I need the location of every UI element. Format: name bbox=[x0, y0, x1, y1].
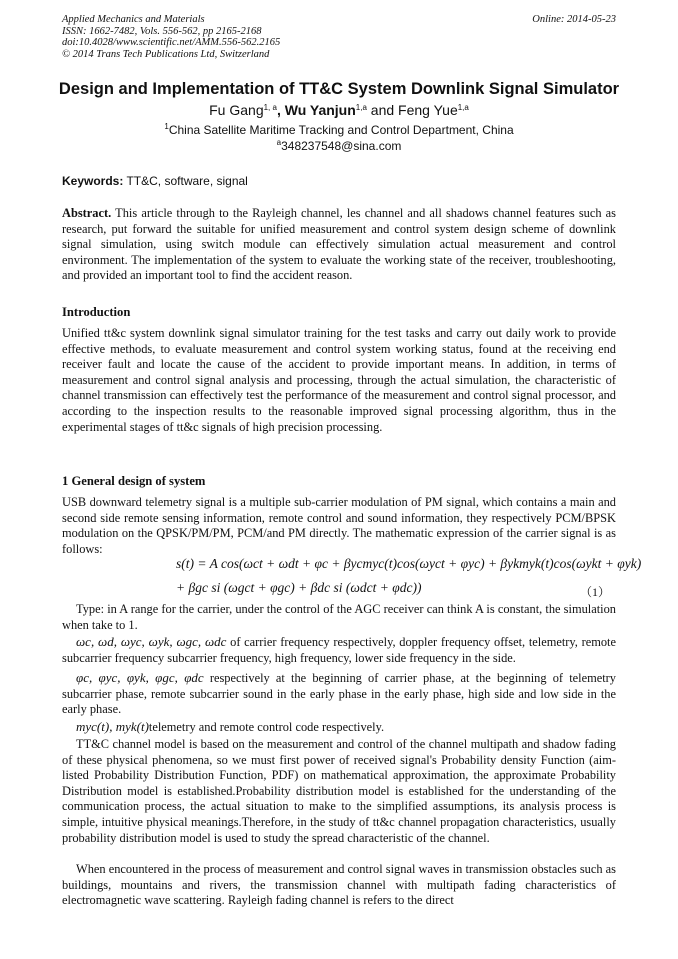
omega-symbols: ωc, ωd, ωyc, ωyk, ωgc, ωdc bbox=[76, 634, 227, 649]
keywords bbox=[62, 174, 616, 188]
journal-name: Applied Mechanics and Materials bbox=[62, 14, 205, 25]
introduction-text: Unified tt&c system downlink signal simulator training for the test tasks and carry out daily work to provide effective methods, to evaluate measurement and control system working status, found at the receiving end receiver fault and locate the cause of the accident to provide important means. In addition, in terms of measurement and control signal analysis and processing, through the actual simulation, the characteristic of channel transmission can effectively test the performance of the measurement and control signal processor, and according to the inspection results to the reasonable improved signal processing algorithm, thus in the experimental stages of tt&c signals of high precision processing. bbox=[62, 326, 616, 434]
section1-paragraph-3 bbox=[62, 634, 616, 666]
journal-header bbox=[62, 14, 616, 60]
author-email bbox=[40, 139, 638, 153]
equation-line-2: + βgc si (ωgct + φgc) + βdc si (ωdct + φdc)) bbox=[176, 580, 422, 595]
author-line bbox=[40, 102, 638, 118]
m-symbols: myc(t), myk(t) bbox=[76, 719, 149, 734]
email-sup: a bbox=[276, 138, 282, 147]
affiliation bbox=[40, 123, 638, 137]
author-sup: 1,a bbox=[355, 103, 367, 112]
online-date: Online: 2014-05-23 bbox=[532, 14, 616, 25]
author-name: and Feng Yue bbox=[366, 102, 458, 118]
section1-paragraph-1: USB downward telemetry signal is a multiple sub-carrier modulation of PM signal, which contains a main and second side remote sensing information, remote control and sound information, they respectively PCM/BPSK modulation on the QPSK/PM/PM, PCM/and PM directly. The mathematic expression of the carrier signal is as follows: bbox=[62, 495, 616, 556]
section1-heading: 1 General design of system bbox=[62, 474, 206, 488]
issn-line: ISSN: 1662-7482, Vols. 556-562, pp 2165-2168 bbox=[62, 25, 262, 37]
section1-paragraph-6: TT&C channel model is based on the measurement and control of the channel multipath and shadow fading of these physical phenomena, so we must first power of received signal's Probability density Function (aim-listed Probability Distribution Function, PDF) on mathematical approximation, the approximate Probability Distribution model is established.Probability distribution model is established for the understanding of the communication process, the actual situation to make to the simplified assumptions, its analysis process is simple, intuitive physical meanings.Therefore, in the study of tt&c channel propagation characteristics, usually probability distribution model is used to study the spread characteristic of the channel. bbox=[62, 737, 616, 845]
email-text: 348237548@sina.com bbox=[281, 139, 402, 153]
doi-line: doi:10.4028/www.scientific.net/AMM.556-562.2165 bbox=[62, 37, 281, 48]
abstract-label: Abstract. bbox=[62, 206, 112, 220]
section1-paragraph-4 bbox=[62, 670, 616, 718]
copyright-line: © 2014 Trans Tech Publications Ltd, Switzerland bbox=[62, 48, 270, 60]
affiliation-sup: 1 bbox=[164, 122, 169, 131]
author-sup: 1, a bbox=[263, 103, 277, 112]
abstract bbox=[62, 206, 616, 284]
section1-paragraph-7: When encountered in the process of measurement and control signal waves in transmission obstacles such as buildings, mountains and rivers, the transmission channel with multipath fading characteristics of electromagnetic wave scattering. Rayleigh fading channel is refers to the direct bbox=[62, 862, 616, 908]
section1-paragraph-2: Type: in A range for the carrier, under the control of the AGC receiver can think A is constant, the simulation when take to 1. bbox=[62, 602, 616, 632]
author-name: , Wu Yanjun bbox=[276, 102, 356, 118]
equation-number: （1） bbox=[579, 585, 610, 599]
equation-line-1: s(t) = A cos(ωct + ωdt + φc + βycmyc(t)cos(ωyct + φyc) + βykmyk(t)cos(ωykt + φyk) bbox=[176, 556, 642, 571]
author-name: Fu Gang bbox=[209, 102, 264, 118]
paper-title: Design and Implementation of TT&C System Downlink Signal Simulator bbox=[58, 80, 620, 98]
keywords-text: TT&C, software, signal bbox=[123, 174, 248, 188]
abstract-text: This article through to the Rayleigh channel, les channel and all shadows channel features such as research, put forward the suitable for unified measurement and control system design scheme of downlink signal simulation, using switch module can effectively simulation actual measurement and control environment. The implementation of the system to evaluate the working state of the receiver, troubleshooting, and provided an important tool to find the accident reason. bbox=[62, 206, 616, 283]
omega-description: of carrier frequency respectively, doppler frequency offset, telemetry, remote subcarrier frequency subcarrier frequency, high frequency, lower side frequency in the side. bbox=[62, 635, 617, 665]
introduction-heading: Introduction bbox=[62, 305, 131, 319]
author-sup: 1,a bbox=[457, 103, 469, 112]
phi-symbols: φc, φyc, φyk, φgc, φdc bbox=[76, 670, 204, 685]
affiliation-text: China Satellite Maritime Tracking and Control Department, China bbox=[168, 123, 514, 137]
phi-description: respectively at the beginning of carrier phase, at the beginning of telemetry subcarrier phase, remote subcarrier sound in the early phase in the early phase, high side and low side in the early phase. bbox=[62, 671, 616, 717]
keywords-label: Keywords: bbox=[62, 174, 124, 188]
section1-paragraph-5 bbox=[62, 719, 616, 736]
m-description: telemetry and remote control code respectively. bbox=[148, 720, 385, 734]
